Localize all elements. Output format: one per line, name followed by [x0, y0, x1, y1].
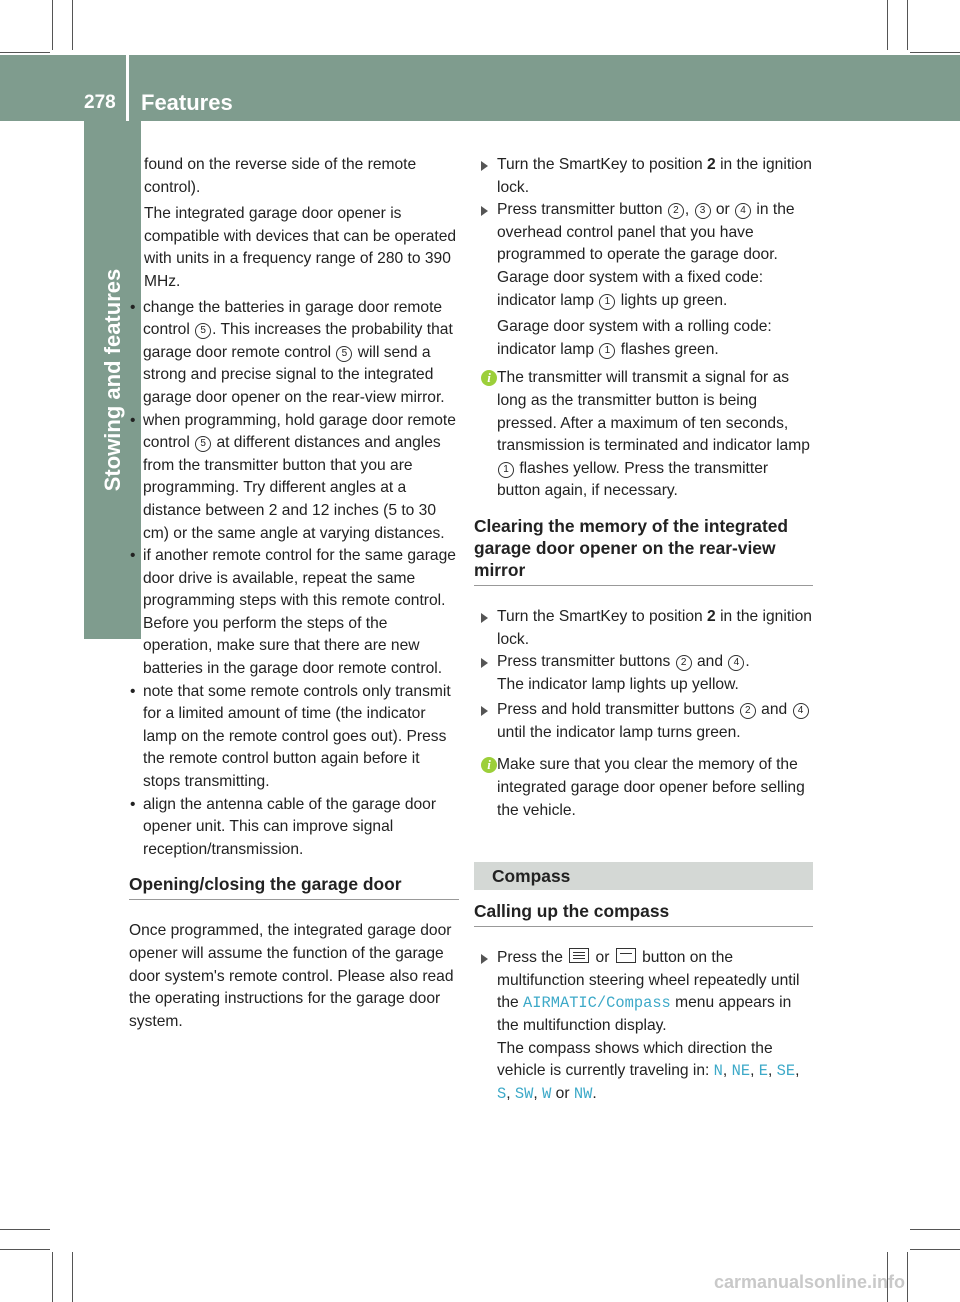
paragraph: Garage door system with a rolling code: indicator lamp 1 flashes green.: [497, 318, 772, 358]
crop-mark: [0, 1229, 50, 1230]
instruction-step: Press transmitter buttons 2 and 4 .: [479, 651, 813, 674]
section-heading: Calling up the compass: [474, 900, 813, 927]
instruction-step: Turn the SmartKey to position 2 in the ignition lock.: [479, 154, 813, 199]
list-item: • note that some remote controls only transmit for a limited amount of time (the indicator lamp on the remote control goes out). Press the remote control button again before it stops transmitting.: [129, 681, 459, 794]
info-note: i Make sure that you clear the memory of the integrated garage door opener before selling the vehicle.: [479, 754, 813, 822]
paragraph: Once programmed, the integrated garage door opener will assume the function of the garage door system's remote control. Please also read the operating instructions for the garage door system.: [129, 922, 454, 1030]
instruction-step: Turn the SmartKey to position 2 in the ignition lock.: [479, 606, 813, 651]
crop-mark: [52, 1252, 53, 1302]
info-note: i The transmitter will transmit a signal for as long as the transmitter button is being pressed. After a maximum of ten seconds, transmission is terminated and indicator lamp 1 flashes yellow. Press the transmitter button again, if necessary.: [479, 367, 813, 503]
crop-mark: [52, 0, 53, 50]
right-column: [474, 154, 813, 1105]
list-item: • when programming, hold garage door remote control 5 at different distances and angles from the transmitter button that you are programming. Try different angles at a distance between 2 and 12 inches (5 to 30 cm) or the same angle at varying distances.: [129, 410, 459, 546]
menu-button-icon: [569, 948, 589, 963]
crop-mark: [0, 52, 50, 53]
instruction-step: Press the or button on the multifunction steering wheel repeatedly until the AIRMATIC/Compass menu appears in the multifunction display.: [479, 947, 813, 1037]
crop-mark: [0, 1249, 50, 1250]
page-number: 278: [84, 92, 116, 113]
watermark: carmanualsonline.info: [714, 1272, 906, 1292]
crop-mark: [72, 0, 73, 50]
paragraph: The indicator lamp lights up yellow.: [497, 675, 739, 693]
menu-button-icon: [616, 948, 636, 963]
section-title: Features: [141, 90, 233, 115]
paragraph: The compass shows which direction the vehicle is currently traveling in: N, NE, E, SE, S, SW, W or NW.: [497, 1039, 800, 1103]
list-item: • if another remote control for the same garage door drive is available, repeat the same programming steps with this remote control. Before you perform the steps of the operation, make sure that there are new batteries in the garage door remote control.: [129, 545, 459, 681]
section-bar: Compass: [474, 862, 813, 890]
crop-mark: [910, 1229, 960, 1230]
instruction-step: Press transmitter button 2 , 3 or 4 in the overhead control panel that you have programmed to operate the garage door.: [479, 199, 813, 267]
crop-mark: [72, 1252, 73, 1302]
paragraph: The integrated garage door opener is compatible with devices that can be operated with units in a frequency range of 280 to 390 MHz.: [144, 205, 457, 290]
list-item: • align the antenna cable of the garage door opener unit. This can improve signal reception/transmission.: [129, 794, 459, 862]
paragraph: found on the reverse side of the remote control).: [144, 156, 417, 196]
crop-mark: [910, 52, 960, 53]
chapter-tab-label: Stowing and features: [99, 268, 125, 492]
crop-mark: [907, 1252, 908, 1302]
section-heading: Opening/closing the garage door: [129, 873, 459, 900]
header-divider: [126, 55, 129, 121]
crop-mark: [887, 0, 888, 50]
section-heading: Clearing the memory of the integrated garage door opener on the rear-view mirror: [474, 515, 813, 586]
list-item: • change the batteries in garage door remote control 5 . This increases the probability that garage door remote control 5 will send a strong and precise signal to the integrated garage door opener on the rear-view mirror.: [129, 297, 459, 410]
crop-mark: [907, 0, 908, 50]
info-icon: i: [481, 370, 497, 386]
left-column: [129, 154, 459, 1033]
instruction-step: Press and hold transmitter buttons 2 and 4 until the indicator lamp turns green.: [479, 699, 813, 744]
info-icon: i: [481, 757, 497, 773]
paragraph: Garage door system with a fixed code: indicator lamp 1 lights up green.: [497, 268, 764, 309]
crop-mark: [910, 1249, 960, 1250]
